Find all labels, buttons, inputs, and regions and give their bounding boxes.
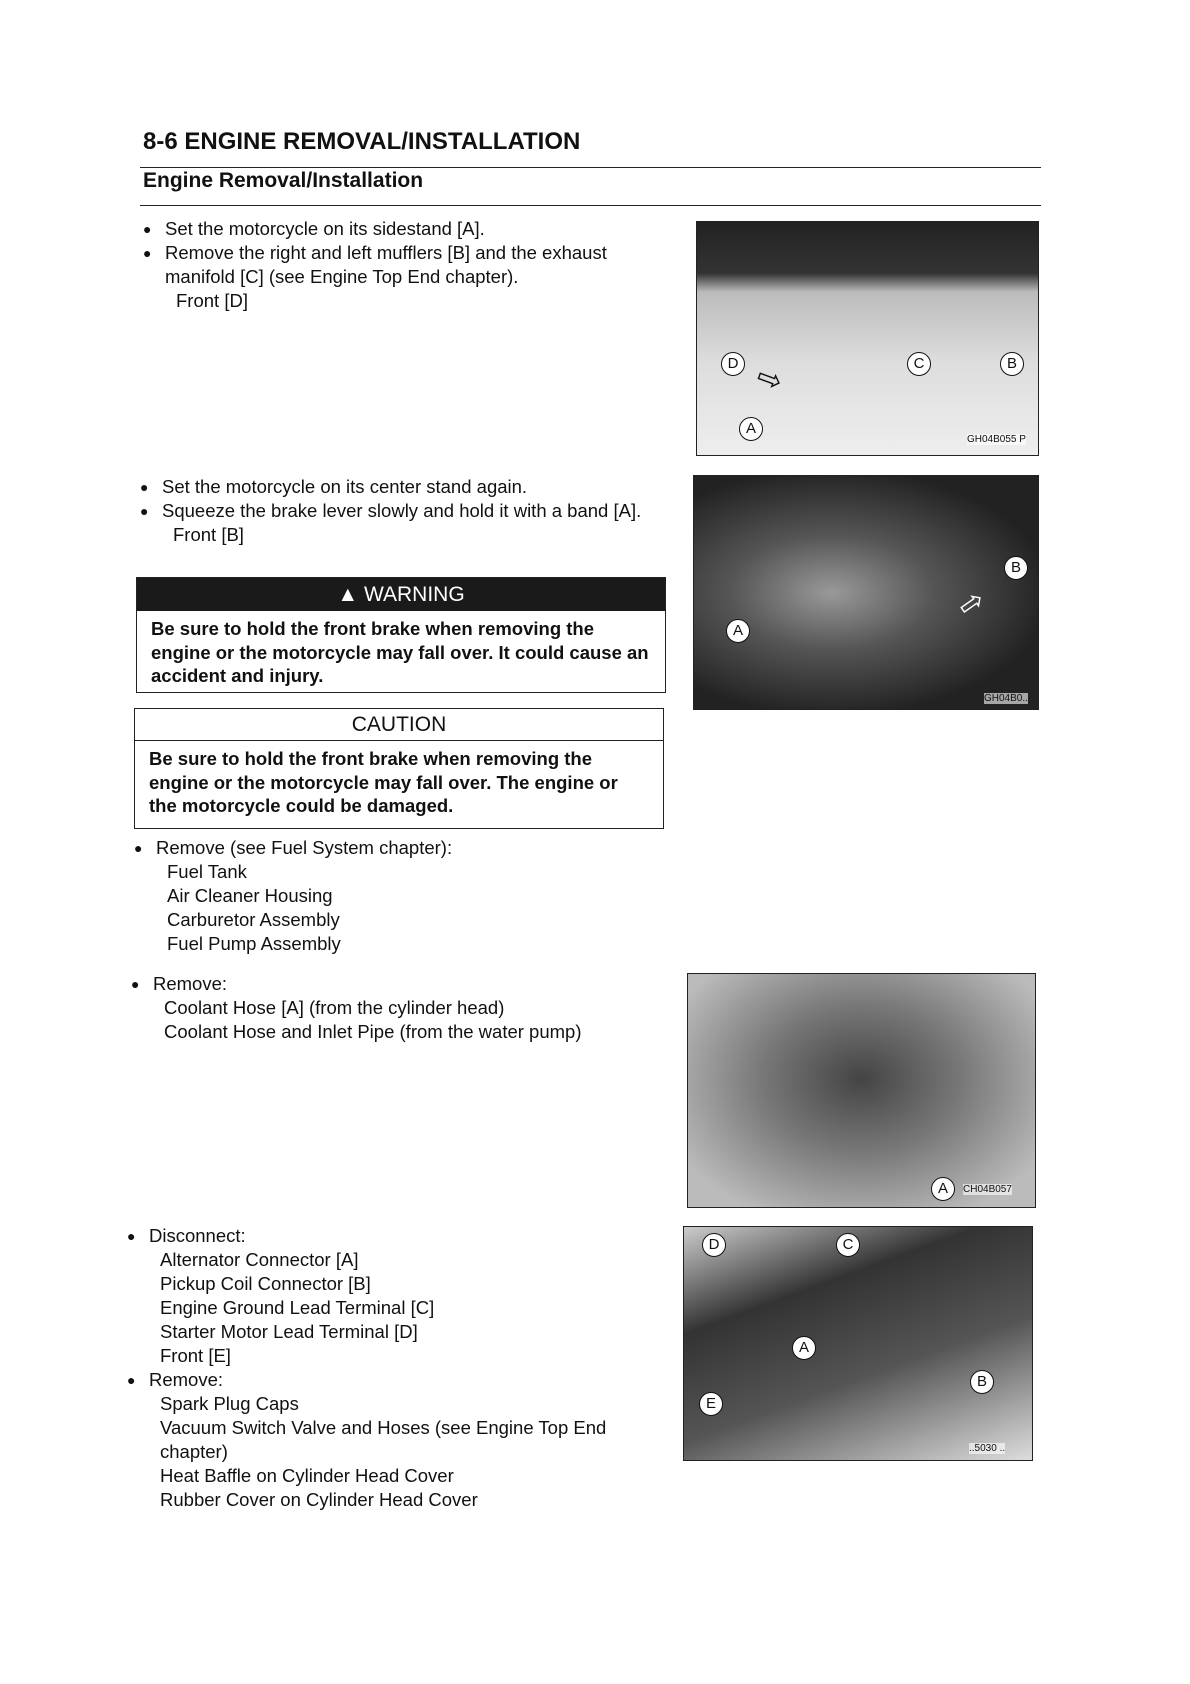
list-item: Starter Motor Lead Terminal [D] xyxy=(160,1321,418,1342)
divider xyxy=(140,205,1041,206)
photo-sidestand xyxy=(696,221,1039,456)
callout-label: C xyxy=(907,352,931,376)
photo-brake-lever xyxy=(693,475,1039,710)
bullet-item: ● Remove (see Fuel System chapter): xyxy=(134,836,664,860)
list-item: Vacuum Switch Valve and Hoses (see Engine Top End chapter) xyxy=(160,1417,607,1462)
step-sidestand xyxy=(143,217,673,313)
list-item: Coolant Hose and Inlet Pipe (from the water pump) xyxy=(164,1021,582,1042)
warning-text: Be sure to hold the front brake when removing the engine or the motorcycle may fall over. It could cause an accident and injury. xyxy=(151,618,649,686)
note: Front [D] xyxy=(176,290,248,311)
caution-text: Be sure to hold the front brake when removing the engine or the motorcycle may fall over. The engine or the motorcycle could be damaged. xyxy=(149,748,618,816)
note: Front [B] xyxy=(173,524,244,545)
bullet-item: ● Remove the right and left mufflers [B] and the exhaust manifold [C] (see Engine Top End chapter). xyxy=(143,241,673,289)
list-item: Front [E] xyxy=(160,1345,231,1366)
bullet-item: ● Set the motorcycle on its sidestand [A]. xyxy=(143,217,673,241)
warning-title: WARNING xyxy=(363,583,465,606)
list-item: Fuel Pump Assembly xyxy=(167,933,341,954)
bullet-item: ● Disconnect: xyxy=(127,1224,677,1248)
warning-triangle-icon: ▲ xyxy=(337,583,359,606)
callout-label: B xyxy=(1004,556,1028,580)
callout-label: B xyxy=(970,1370,994,1394)
step-fuel-system xyxy=(134,836,664,956)
warning-box xyxy=(136,577,666,693)
section-title: 8-6 ENGINE REMOVAL/INSTALLATION xyxy=(143,128,581,155)
callout-label: C xyxy=(836,1233,860,1257)
list-item: Engine Ground Lead Terminal [C] xyxy=(160,1297,435,1318)
list-item: Carburetor Assembly xyxy=(167,909,340,930)
divider xyxy=(140,167,1041,168)
step-disconnect xyxy=(127,1224,677,1512)
bullet-item: ● Set the motorcycle on its center stand again. xyxy=(140,475,670,499)
list-item: Fuel Tank xyxy=(167,861,247,882)
photo-code: ..5030 .. xyxy=(969,1443,1006,1454)
subsection-title: Engine Removal/Installation xyxy=(143,169,424,192)
photo-code: GH04B0.. xyxy=(984,693,1028,704)
bullet-item: ● Remove: xyxy=(127,1368,677,1392)
callout-label: D xyxy=(702,1233,726,1257)
caution-box xyxy=(134,708,664,829)
bullet-item: ● Squeeze the brake lever slowly and hold it with a band [A]. xyxy=(140,499,670,523)
list-item: Rubber Cover on Cylinder Head Cover xyxy=(160,1489,478,1510)
callout-label: A xyxy=(931,1177,955,1201)
photo-connectors xyxy=(683,1226,1033,1461)
step-center-stand xyxy=(140,475,670,547)
list-item: Spark Plug Caps xyxy=(160,1393,299,1414)
step-coolant xyxy=(131,972,691,1044)
callout-label: D xyxy=(721,352,745,376)
front-arrow-icon: ⇨ xyxy=(752,359,788,400)
list-item: Pickup Coil Connector [B] xyxy=(160,1273,371,1294)
front-arrow-icon: ⇨ xyxy=(951,582,992,625)
callout-label: A xyxy=(792,1336,816,1360)
callout-label: E xyxy=(699,1392,723,1416)
callout-label: A xyxy=(726,619,750,643)
list-item: Air Cleaner Housing xyxy=(167,885,333,906)
photo-code: CH04B057 xyxy=(963,1184,1012,1195)
photo-coolant-hose xyxy=(687,973,1036,1208)
list-item: Heat Baffle on Cylinder Head Cover xyxy=(160,1465,454,1486)
bullet-item: ● Remove: xyxy=(131,972,691,996)
caution-title: CAUTION xyxy=(135,709,663,741)
callout-label: A xyxy=(739,417,763,441)
photo-code: GH04B055 P xyxy=(967,434,1026,445)
list-item: Coolant Hose [A] (from the cylinder head) xyxy=(164,997,505,1018)
callout-label: B xyxy=(1000,352,1024,376)
list-item: Alternator Connector [A] xyxy=(160,1249,359,1270)
warning-header xyxy=(137,578,665,611)
